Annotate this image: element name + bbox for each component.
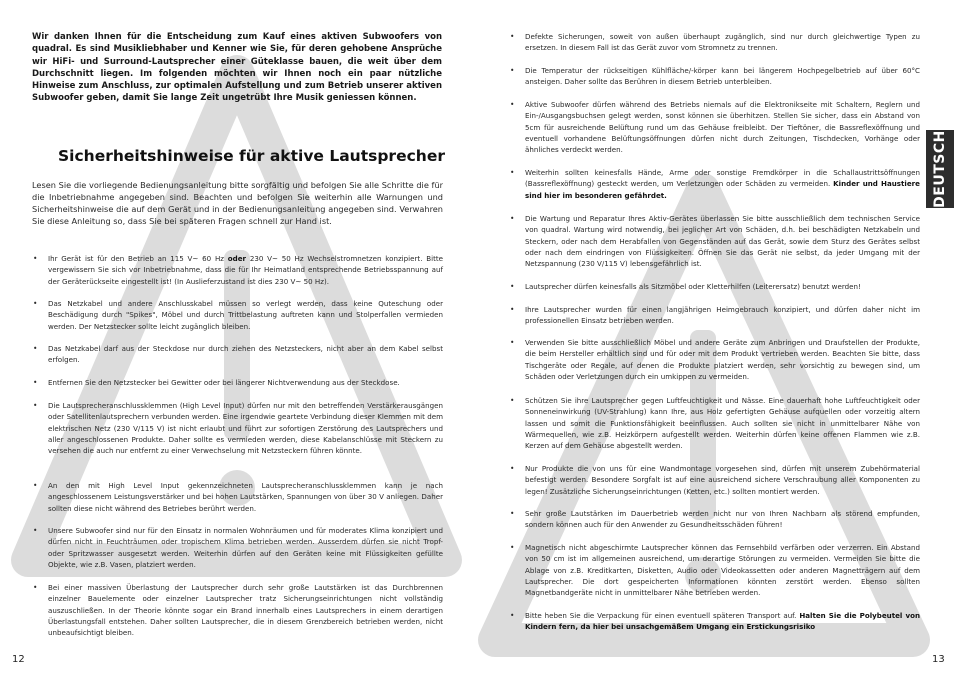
bullet-icon: • bbox=[510, 305, 515, 314]
list-item bbox=[510, 508, 920, 531]
bullet-icon: • bbox=[33, 583, 38, 592]
page-title: Sicherheitshinweise für aktive Lautsprecher bbox=[58, 147, 445, 165]
bullet-icon: • bbox=[510, 509, 515, 518]
list-item bbox=[510, 395, 920, 451]
bullet-icon: • bbox=[510, 32, 515, 41]
list-item-text: An den mit High Level Input gekennzeichneten Lautsprecheranschlussklemmen kann je nach angeschlossenem Leistungsverstärker und bei hohen Lautstärken, Spannungen von über 30 V anliegen. Daher sollten diese nicht während des Betriebes berührt werden. bbox=[48, 481, 443, 513]
list-item-text: Das Netzkabel darf aus der Steckdose nur durch ziehen des Netzsteckers, nicht aber an dem Kabel selbst erfolgen. bbox=[48, 344, 443, 365]
bullet-icon: • bbox=[33, 481, 38, 490]
list-item-emphasis: Halten Sie die Polybeutel von Kindern fern, da hier bei unsachgemäßem Umgang ein Erstickungsrisiko bbox=[525, 611, 921, 632]
list-item bbox=[510, 542, 920, 598]
list-item bbox=[510, 463, 920, 497]
list-item-text: Ihr Gerät ist für den Betrieb an 115 V~ 60 Hz bbox=[48, 254, 228, 263]
bullet-icon: • bbox=[510, 100, 515, 109]
bullet-icon: • bbox=[33, 344, 38, 353]
list-item bbox=[33, 343, 443, 366]
list-item bbox=[33, 253, 443, 287]
bullet-icon: • bbox=[510, 66, 515, 75]
bullet-icon: • bbox=[510, 611, 515, 620]
page-number: 12 bbox=[12, 654, 25, 665]
list-item-text: Bei einer massiven Überlastung der Lautsprecher durch sehr große Lautstärken ist das Durchbrennen einzelner Bauelemente oder einzelner Lautsprecher tratz Sicherungseinrichtungen nicht vollständig auszuschließen. In der Theorie könnte sogar ein Brand innerhalb eines Lautsprechers in einem derartigen Überlastungsfall entstehen. Daher sollten Lautsprecher, die in diesem Grenzbereich betrieben werden, nicht unbeaufsichtigt bleiben. bbox=[48, 583, 443, 638]
list-item-text: Die Temperatur der rückseitigen Kühlfläche/-körper kann bei längerem Hochpegelbetrieb auf über 60°C ansteigen. Daher sollte das Berühren in diesem Betrieb unterbleiben. bbox=[525, 66, 920, 87]
lead-paragraph: Lesen Sie die vorliegende Bedienungsanleitung bitte sorgfältig und befolgen Sie alle Schritte die für die Inbetriebnahme angegeben sind. Beachten und befolgen Sie weiterhin alle Warnungen und Sicherheitshinweise die auf dem Gerät und in der Bedienungsanleitung angegeben sind. Verwahren Sie diese Anleitung so, dass Sie bei späteren Fragen schnell zur Hand ist. bbox=[32, 180, 443, 226]
bullet-icon: • bbox=[33, 378, 38, 387]
bullet-icon: • bbox=[510, 464, 515, 473]
list-item-text: Verwenden Sie bitte ausschließlich Möbel und andere Geräte zum Anbringen und Draufstellen der Produkte, die beim Hersteller erhältlich sind und für oder mit dem Produkt vertrieben werden. Beachten Sie bitte, dass Tischgeräte oder Regale, auf denen die Produkte platziert werden, sehr vorsichtig zu bewegen sind, um Schäden oder Verletzungen durch ein umkippen zu vermeiden. bbox=[525, 338, 920, 381]
intro-paragraph: Wir danken Ihnen für die Entscheidung zum Kauf eines aktiven Subwoofers von quadral. Es sind Musikliebhaber und Kenner wie Sie, für deren gehobene Ansprüche wir HiFi- und Surround-Lautsprecher einer Güteklasse bauen, die weit über dem Durchschnitt liegen. Im folgenden möchten wir Ihnen noch ein paar nützliche Hinweise zum Anschluss, zur optimalen Aufstellung und zum Betrieb unserer aktiven Subwoofer geben, damit Sie lange Zeit ungetrübt Ihre Musik geniessen können. bbox=[32, 32, 442, 104]
list-item bbox=[510, 99, 920, 155]
bullet-icon: • bbox=[510, 396, 515, 405]
list-item bbox=[33, 525, 443, 570]
list-item bbox=[510, 31, 920, 54]
language-tab-label: DEUTSCH bbox=[932, 130, 948, 208]
bullet-icon: • bbox=[33, 299, 38, 308]
list-item-text: 230 V~ 50 Hz Wechselstromnetzen konzipiert. Bitte vergewissern Sie sich vor Inbetriebnahme, dass die für Ihr Heimatland entsprechende Betriebsspannung auf der Geräterückseite eingestellt ist! (In Auslieferzustand ist dies 230 V~ 50 Hz). bbox=[48, 254, 443, 286]
list-item-text: Die Wartung und Reparatur Ihres Aktiv-Gerätes überlassen Sie bitte ausschließlich dem technischen Service von quadral. Wartung wird notwendig, bei jeglicher Art von Schäden, d.h. bei beschädigten Netzkabeln und Steckern, oder nach dem Herabfallen von Gegenständen auf das Gerät, sowie dem Sturz des Gerätes selbst oder nach dem eindringen von Flüssigkeiten. Öffnen Sie das Gerät nie selbst, da jeder Umgang mit der Netzspannung (230 V/115 V) lebensgefährlich ist. bbox=[525, 214, 920, 269]
bullet-icon: • bbox=[510, 168, 515, 177]
list-item-emphasis: oder bbox=[227, 254, 247, 263]
bullet-icon: • bbox=[510, 214, 515, 223]
list-item bbox=[510, 610, 921, 633]
right-page bbox=[477, 0, 954, 675]
list-item-text: Defekte Sicherungen, soweit von außen überhaupt zugänglich, sind nur durch gleichwertige Typen zu ersetzen. In diesem Fall ist das Gerät zuvor vom Stromnetz zu trennen. bbox=[525, 32, 920, 53]
list-item bbox=[33, 582, 443, 638]
list-item bbox=[510, 213, 920, 269]
list-item-text: Magnetisch nicht abgeschirmte Lautsprecher können das Fernsehbild verfärben oder verzerren. Ein Abstand von 50 cm ist im allgemeinen ausreichend, um derartige Störungen zu vermeiden. Vermeiden Sie bitte die Ablage von z.B. Kreditkarten, Disketten, Audio oder Videokassetten oder anderen Magnetträgern auf dem Lautsprecher. Die dort gespeicherten Informationen könnten zerstört werden. Ebenso sollten Magnetbandgeräte nicht in unmittelbarer Nähe betrieben werden. bbox=[525, 543, 920, 598]
list-item bbox=[33, 480, 443, 514]
list-item bbox=[33, 298, 443, 332]
list-item-text: Die Lautsprecheranschlussklemmen (High Level Input) dürfen nur mit den betreffenden Verstärkerausgängen oder Satellitenlautsprechern verbunden werden. Eine irgendwie geartete Verbindung dieser Klemmen mit dem elektrischen Netz (230 V/115 V) ist nicht erlaubt und führt zur sofortigen Zerstörung des Lautsprechers und aller angeschlossenen Produkte. Daher sollte es vermieden werden, diese Kabelanschlüsse mit Steckern zu versehen die auch nur entfernt zu einer Verwechselung mit Netzsteckern führen könnte. bbox=[48, 401, 443, 456]
page-number: 13 bbox=[932, 654, 945, 665]
list-item bbox=[33, 377, 443, 388]
list-item bbox=[510, 337, 920, 382]
bullet-icon: • bbox=[510, 338, 515, 347]
bullet-icon: • bbox=[510, 543, 515, 552]
bullet-icon: • bbox=[33, 401, 38, 410]
list-item bbox=[510, 281, 920, 292]
list-item-text: Entfernen Sie den Netzstecker bei Gewitter oder bei längerer Nichtverwendung aus der Steckdose. bbox=[48, 378, 400, 387]
bullet-icon: • bbox=[510, 282, 515, 291]
list-item bbox=[510, 167, 920, 201]
list-item-text: Nur Produkte die von uns für eine Wandmontage vorgesehen sind, dürfen mit unserem Zubehörmaterial befestigt werden. Besondere Sorgfalt ist auf eine ausreichend sichere Verschraubung aller Komponenten zu legen! Zusätzliche Sicherungseinrichtungen (Ketten, etc.) sollten montiert werden. bbox=[525, 464, 920, 496]
list-item bbox=[510, 65, 920, 88]
list-item-text: Ihre Lautsprecher wurden für einen langjährigen Heimgebrauch konzipiert, und dürfen daher nicht im professionellen Einsatz betrieben werden. bbox=[525, 305, 920, 326]
bullet-icon: • bbox=[33, 254, 38, 263]
list-item-text: Das Netzkabel und andere Anschlusskabel müssen so verlegt werden, dass keine Quteschung oder Beschädigung durch "Spikes", Möbel und durch Trittbelastung auftreten kann und Stolperfallen vermieden werden. Der Netzstecker sollte leicht zugänglich bleiben. bbox=[48, 299, 443, 331]
list-item bbox=[33, 400, 443, 456]
list-item-emphasis: Kinder und Haustiere sind hier im besonderen gefährdet. bbox=[525, 179, 920, 200]
bullet-icon: • bbox=[33, 526, 38, 535]
list-item-text: Aktive Subwoofer dürfen während des Betriebs niemals auf die Elektronikseite mit Schaltern, Reglern und Ein-/Ausgangsbuchsen gelegt werden, sonst können sie überhitzen. Stellen Sie sicher, dass ein Abstand von 5cm für ausreichende Belüftung rund um das Gehäuse freibleibt. Der Tieftöner, die Bassreflexöffnung und eventuell vorhandene Belüftungsöffnungen dürfen nicht durch Zeitungen, Tischdecken, Vorhänge oder ähnliches verdeckt werden. bbox=[525, 100, 920, 155]
language-tab bbox=[926, 130, 954, 208]
list-item bbox=[510, 304, 920, 327]
list-item-text: Lautsprecher dürfen keinesfalls als Sitzmöbel oder Kletterhilfen (Leiterersatz) benutzt werden! bbox=[525, 282, 861, 291]
list-item-text: Schützen Sie ihre Lautsprecher gegen Luftfeuchtigkeit und Nässe. Eine dauerhaft hohe Luftfeuchtigkeit oder Sonneneinwirkung (UV-Strahlung) kann Ihre, aus Holz gefertigten Gehäuse aufquellen oder vorzeitig altern lassen und somit die Funktionsfähigkeit beeinflussen. Auch sollten sie nicht in unmittelbarer Nähe von Wärmequellen, wie z.B. Heizkörpern aufgestellt werden. Weiterhin dürfen keine offenen Flammen wie z.B. Kerzen auf dem Gehäuse abgestellt werden. bbox=[525, 396, 920, 451]
list-item-text: Weiterhin sollten keinesfalls Hände, Arme oder sonstige Fremdkörper in die Schallaustrittsöffnungen (Bassreflexöffnung) gesteckt werden, um Verletzungen oder Schäden zu vermeiden. bbox=[525, 168, 920, 189]
list-item-text: Unsere Subwoofer sind nur für den Einsatz in normalen Wohnräumen und für moderates Klima konzipiert und dürfen nicht in Feuchträumen oder tropischem Klima betrieben werden. Ausserdem dürfen sie nicht Tropf- oder Spritzwasser ausgesetzt werden. Weiterhin dürfen auf den Geräten keine mit Flüssigkeiten gefüllte Objekte, wie z.B. Vasen, platziert werden. bbox=[48, 526, 443, 569]
list-item-text: Sehr große Lautstärken im Dauerbetrieb werden nicht nur von Ihren Nachbarn als störend empfunden, sondern können auch für den Anwender zu Gesundheitsschäden führen! bbox=[525, 509, 920, 530]
list-item-text: Bitte heben Sie die Verpackung für einen eventuell späteren Transport auf. bbox=[525, 611, 800, 620]
